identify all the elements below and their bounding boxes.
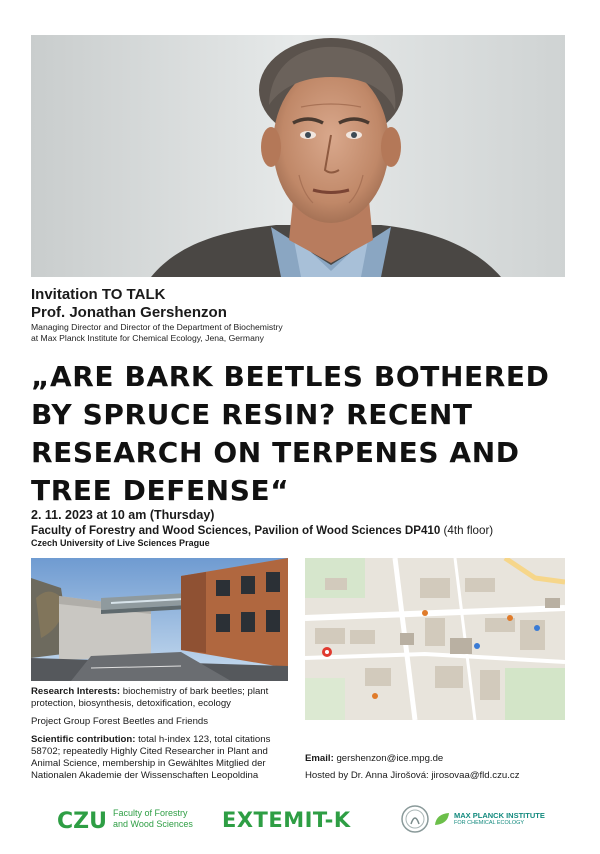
contribution-text: total h-index 123, total citations 58702; repeatedly Highly Cited Researcher in Plant and Animal Science, membership in Gewähltes Mitglied der Nationalen Akademie der Wissenschaften Leopoldina [31,734,271,781]
contact-info [305,753,575,787]
event-venue [31,523,576,538]
campus-map[interactable] [305,558,565,720]
email-address[interactable]: gershenzon@ice.mpg.de [333,753,444,764]
czu-mark-text: CZU [57,809,107,832]
czu-logo [55,806,193,832]
czu-line-1: Faculty of Forestry [113,808,188,818]
mpi-line-2: FOR CHEMICAL ECOLOGY [454,820,525,826]
affiliation-line-2: at Max Planck Institute for Chemical Ecology, Jena, Germany [31,333,264,343]
speaker-name: Prof. Jonathan Gershenzon [31,304,227,321]
mpi-line-1: MAX PLANCK INSTITUTE [454,811,545,820]
speaker-intro [31,286,571,344]
research-label: Research Interests: [31,686,121,697]
email-line [305,753,575,765]
minerva-seal-icon [400,804,434,834]
leaf-icon [434,812,450,826]
speaker-portrait [31,35,565,277]
czu-mark-icon [55,806,107,832]
speaker-bio [31,686,299,788]
czu-line-2: and Wood Sciences [113,819,193,829]
venue-name: Faculty of Forestry and Wood Sciences, Pavilion of Wood Sciences DP410 [31,524,441,537]
talk-title: „ARE BARK BEETLES BOTHERED BY SPRUCE RESIN? RECENT RESEARCH ON TERPENES AND TREE DEFENSE“ [31,360,550,507]
logo-bar [0,802,600,842]
mpi-logo [400,804,545,834]
invite-heading: Invitation TO TALK [31,286,166,303]
affiliation-line-1: Managing Director and Director of the Department of Biochemistry [31,322,283,332]
host-line[interactable]: Hosted by Dr. Anna Jirošová: jirosovaa@fld.czu.cz [305,770,520,781]
event-date: 2. 11. 2023 at 10 am (Thursday) [31,508,215,522]
building-photo [31,558,288,681]
email-label: Email: [305,753,334,764]
project-group: Project Group Forest Beetles and Friends [31,716,209,727]
scientific-contribution [31,734,299,782]
event-details [31,508,576,549]
research-interests [31,686,299,710]
university-name: Czech University of Live Sciences Prague [31,538,210,548]
contribution-label: Scientific contribution: [31,734,136,745]
venue-floor: (4th floor) [440,524,494,537]
extemit-logo: EXTEMIT-K [222,808,351,832]
research-text: biochemistry of bark beetles; plant protection, biosynthesis, detoxification, ecology [31,686,269,709]
